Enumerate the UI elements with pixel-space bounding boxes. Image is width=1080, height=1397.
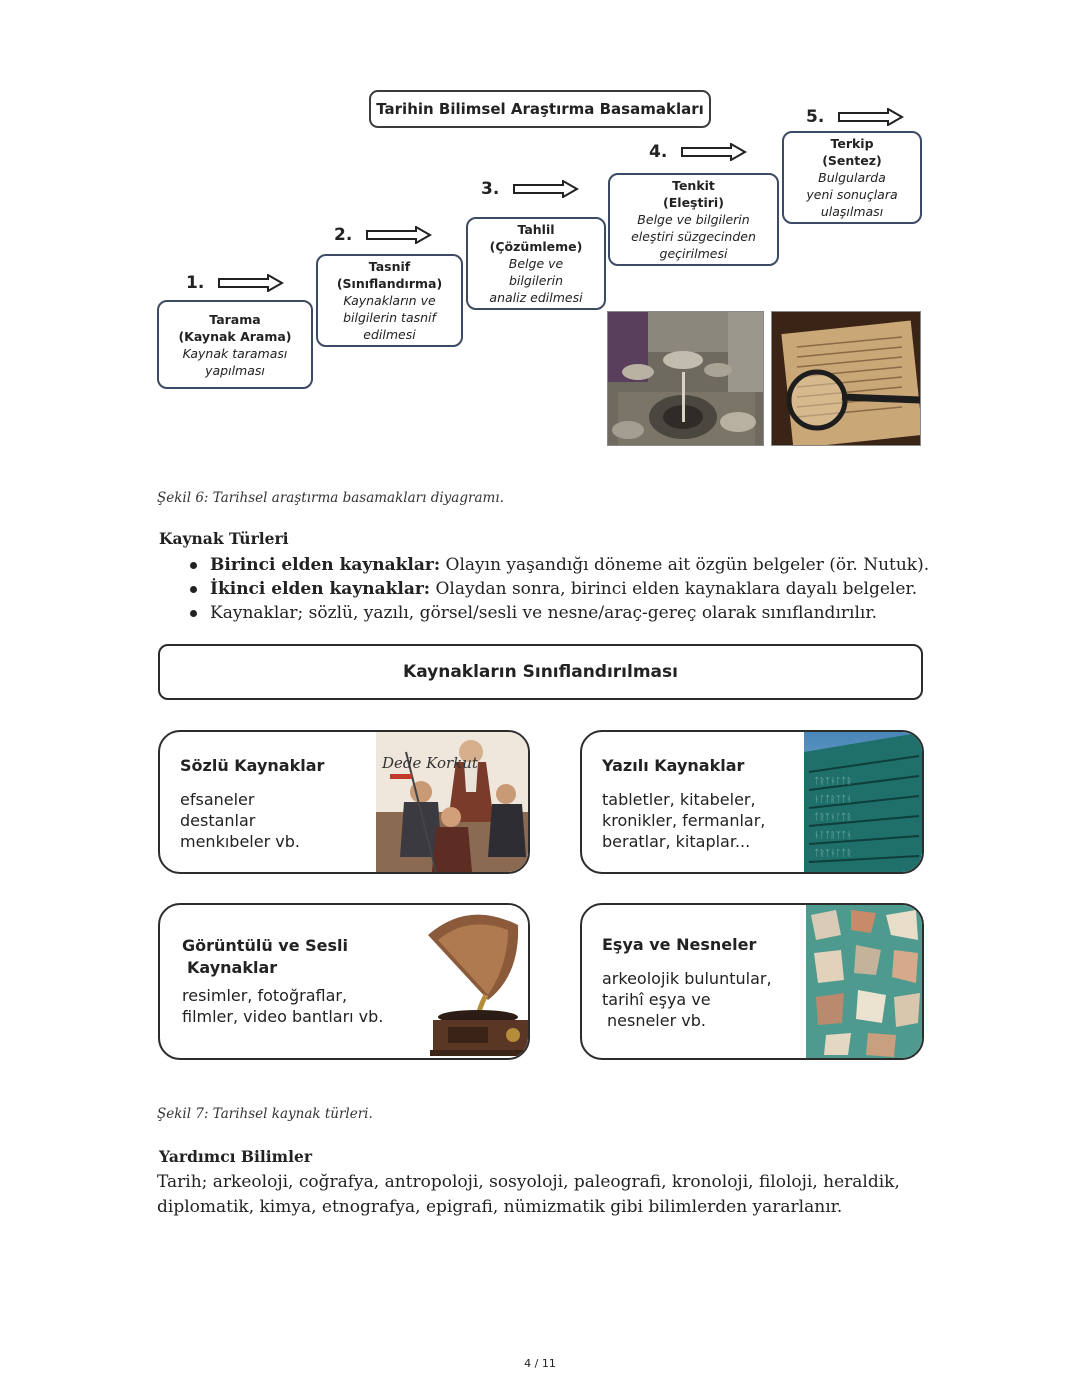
written-sources-card xyxy=(580,730,924,874)
diagram-title: Tarihin Bilimsel Araştırma Basamakları xyxy=(369,90,711,128)
sources-list xyxy=(186,553,946,625)
step-4-box: Tenkit (Eleştiri) Belge ve bilgilerin eleştiri süzgecinden geçirilmesi xyxy=(608,173,779,266)
step-2-box: Tasnif (Sınıflandırma) Kaynakların ve bilgilerin tasnif edilmesi xyxy=(316,254,463,347)
page-number: 4 / 11 xyxy=(524,1357,556,1370)
right-arrow-icon xyxy=(513,180,579,198)
right-arrow-icon xyxy=(218,274,284,292)
auxiliary-heading: Yardımcı Bilimler xyxy=(159,1147,313,1166)
gramophone-illustration xyxy=(408,905,530,1060)
step-1-box: Tarama (Kaynak Arama) Kaynak taraması yapılması xyxy=(157,300,313,389)
card-title: Görüntülü ve Sesli Kaynaklar xyxy=(182,936,348,977)
card-title: Yazılı Kaynaklar xyxy=(602,756,745,775)
excavation-photo xyxy=(607,311,764,446)
audiovisual-sources-card xyxy=(158,903,530,1060)
step-3-number: 3. xyxy=(481,179,579,199)
card-body: arkeolojik buluntular, tarihî eşya ve nesneler vb. xyxy=(602,969,772,1030)
dede-korkut-illustration xyxy=(376,732,530,874)
list-item: Birinci elden kaynaklar: Olayın yaşandığı döneme ait özgün belgeler (ör. Nutuk). xyxy=(186,553,946,577)
card-body: efsaneler destanlar menkıbeler vb. xyxy=(180,790,300,851)
figure-6-caption: Şekil 6: Tarihsel araştırma basamakları diyagramı. xyxy=(157,490,504,506)
inscription-stone-illustration xyxy=(804,732,924,874)
figure-7-caption: Şekil 7: Tarihsel kaynak türleri. xyxy=(157,1106,373,1122)
card-title: Eşya ve Nesneler xyxy=(602,935,757,954)
auxiliary-paragraph: Tarih; arkeoloji, coğrafya, antropoloji, sosyoloji, paleografi, kronoloji, filoloji, heraldik, diplomatik, kimya, etnografya, epigrafi, nümizmatik gibi bilimlerden yararlanır. xyxy=(157,1172,900,1217)
artifact-sources-card xyxy=(580,903,924,1060)
svg-text:ᚾᛚᛏᚱᛉᛏᚾ: ᚾᛚᛏᚱᛉᛏᚾ xyxy=(814,831,852,841)
step-3-box: Tahlil (Çözümleme) Belge ve bilgilerin analiz edilmesi xyxy=(466,217,606,310)
step-1-number: 1. xyxy=(186,273,284,293)
svg-text:ᛏᚱᛉᚾᛚᛏᚱ: ᛏᚱᛉᚾᛚᛏᚱ xyxy=(814,777,852,787)
card-title: Sözlü Kaynaklar xyxy=(180,756,325,775)
right-arrow-icon xyxy=(681,143,747,161)
right-arrow-icon xyxy=(838,108,904,126)
dede-korkut-label: Dede Korkut xyxy=(382,754,478,772)
svg-text:ᛏᚱᛉᚾᛚᛏᚱ: ᛏᚱᛉᚾᛚᛏᚱ xyxy=(814,849,852,859)
right-arrow-icon xyxy=(366,226,432,244)
oral-sources-card xyxy=(158,730,530,874)
step-2-number: 2. xyxy=(334,225,432,245)
list-item: İkinci elden kaynaklar: Olaydan sonra, birinci elden kaynaklara dayalı belgeler. xyxy=(186,577,946,601)
magnifier-book-photo xyxy=(771,311,921,446)
step-5-number: 5. xyxy=(806,107,904,127)
step-4-number: 4. xyxy=(649,142,747,162)
svg-text:ᚾᛚᛏᚱᛉᛏᚾ: ᚾᛚᛏᚱᛉᛏᚾ xyxy=(814,795,852,805)
list-item: Kaynaklar; sözlü, yazılı, görsel/sesli ve nesne/araç-gereç olarak sınıflandırılır. xyxy=(186,601,946,625)
card-body: resimler, fotoğraflar, filmler, video bantları vb. xyxy=(182,986,384,1026)
sources-heading: Kaynak Türleri xyxy=(159,529,289,548)
svg-text:ᛏᚱᛉᚾᛚᛏᚱ: ᛏᚱᛉᚾᛚᛏᚱ xyxy=(814,813,852,823)
pottery-shards-illustration xyxy=(806,905,924,1060)
classification-title: Kaynakların Sınıflandırılması xyxy=(158,644,923,700)
step-5-box: Terkip (Sentez) Bulgularda yeni sonuçlara ulaşılması xyxy=(782,131,922,224)
card-body: tabletler, kitabeler, kronikler, fermanlar, beratlar, kitaplar... xyxy=(602,790,766,851)
